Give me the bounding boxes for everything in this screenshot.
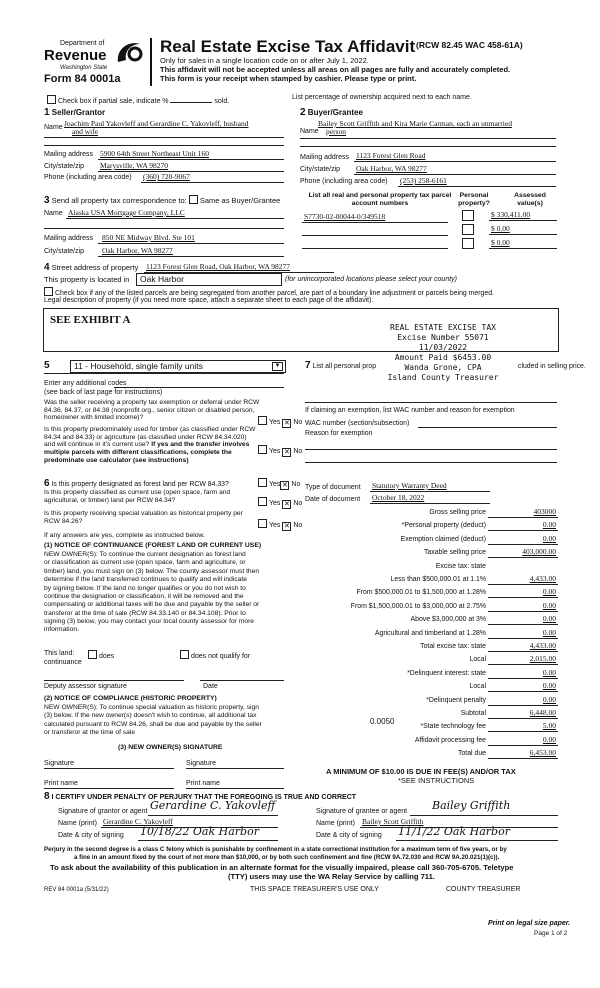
treasurer-stamp: REAL ESTATE EXCISE TAX Excise Number 55071 11/03/2022 Amount Paid $6453.00 Wanda Grone, CPA Island County Treasurer <box>387 323 499 382</box>
calc-value[interactable]: 0.00 <box>542 681 556 691</box>
treasurer-space-label: THIS SPACE TREASURER'S USE ONLY <box>250 886 379 893</box>
section3-mail-label: Mailing address <box>44 235 94 242</box>
continuance-text-line: determine if the land transferred continues to qualify and will indicate <box>44 576 247 584</box>
location-select[interactable]: Oak Harbor <box>136 273 282 286</box>
local-rate: 0.0050 <box>370 717 395 726</box>
page-number: Page 1 of 2 <box>534 930 568 937</box>
section3-name-label: Name <box>44 210 63 217</box>
q2-yes-checkbox[interactable] <box>258 445 267 454</box>
assessed-value-1[interactable]: $ 330,411.00 <box>491 210 531 219</box>
use-code-select[interactable]: 11 - Household, single family units ▼ <box>70 360 286 373</box>
rev-label: REV 84 0001a (5/31/22) <box>44 887 109 893</box>
grantee-date-label: Date & city of signing <box>316 832 382 839</box>
calc-row <box>300 748 558 761</box>
calc-value[interactable]: 0.00 <box>542 587 556 597</box>
assessed-value-2[interactable]: $ 0.00 <box>491 224 510 233</box>
doc-date-label: Date of document <box>305 496 361 503</box>
doc-type-label: Type of document <box>305 484 361 491</box>
does-checkbox[interactable] <box>88 650 97 659</box>
calc-row <box>300 520 558 533</box>
deputy-date-label: Date <box>203 683 218 690</box>
partial-sale-checkbox[interactable] <box>47 95 56 104</box>
grantor-name[interactable]: Gerardine C. Yakovleff <box>103 817 173 826</box>
calc-value[interactable]: 403,000.00 <box>522 547 556 557</box>
this-land-label: This land: <box>44 650 75 657</box>
q1-yes-checkbox[interactable] <box>258 416 267 425</box>
calc-label: Gross selling price <box>429 509 486 516</box>
buyer-phone[interactable]: (253) 258-6161 <box>400 176 447 185</box>
compliance-text-line: (3) below. If the new owner(s) doesn't wish to continue, all additional tax <box>44 712 257 720</box>
minimum-note: A MINIMUM OF $10.00 IS DUE IN FEE(S) AND/OR TAX <box>326 767 516 776</box>
calc-label: *Delinquent penalty <box>426 696 486 704</box>
continuance-text-line: signing (3) below, you may contact your local county assessor for more <box>44 618 255 625</box>
seller-city[interactable]: Marysville, WA 98270 <box>100 161 168 170</box>
doc-type[interactable]: Statutory Warranty Deed <box>372 481 447 490</box>
partial-sale-label: Check box if partial sale, indicate % <box>58 98 169 105</box>
calc-label: Total excise tax: state <box>420 643 486 650</box>
continuance-text <box>44 551 259 635</box>
calc-row <box>300 681 558 694</box>
buyer-city[interactable]: Oak Harbor, WA 98277 <box>356 164 427 173</box>
header-sub1: Only for sales in a single location code on or after July 1, 2022. <box>160 56 369 65</box>
q2-no-checkbox[interactable]: ✕ <box>283 449 290 456</box>
legal-size-note: Print on legal size paper. <box>488 920 571 927</box>
additional-codes-note: (see back of last page for instructions) <box>44 389 163 396</box>
seller-mail[interactable]: 5900 64th Street Northeast Unit 160 <box>100 149 209 158</box>
partial-sold-label: sold. <box>214 98 230 105</box>
form-rcw: (RCW 82.45 WAC 458-61A) <box>416 40 523 50</box>
calc-label: From $1,500,000.01 to $3,000,000 at 2.75% <box>350 602 486 610</box>
calc-label: Subtotal <box>460 710 486 717</box>
calc-label: Local <box>469 656 486 664</box>
calc-label: From $500,000.01 to $1,500,000 at 1.28% <box>356 589 486 597</box>
section3-name[interactable]: Alaska USA Mortgage Company, LLC <box>68 208 185 217</box>
calc-row <box>300 534 558 547</box>
new-owner-print-label-1: Print name <box>44 780 78 787</box>
grantee-date-city[interactable]: 11/1/22 Oak Harbor <box>398 825 510 838</box>
calc-row <box>300 641 558 654</box>
buyer-mail-label: Mailing address <box>300 154 350 161</box>
header-divider <box>150 38 152 86</box>
calc-row <box>300 561 558 574</box>
calc-label: Less than $500,000.01 at 1.1% <box>390 576 486 583</box>
seller-mail-label: Mailing address <box>44 151 94 158</box>
continuance-text-line: continue the designation or classification, it will be removed and the <box>44 592 244 600</box>
continuance-text-line: NEW OWNER(S): To continue the current designation as forest land <box>44 551 246 558</box>
buyer-name-2[interactable]: person <box>326 127 346 136</box>
grantee-name-label: Name (print) <box>316 820 355 827</box>
seller-name-2[interactable]: and wife <box>72 127 99 136</box>
historic-yes-checkbox[interactable] <box>258 519 267 528</box>
seller-phone[interactable]: (360) 720-9067 <box>143 172 190 181</box>
does-row: does <box>88 650 114 661</box>
same-as-buyer-label: Same as Buyer/Grantee <box>199 196 281 205</box>
calc-row <box>300 628 558 641</box>
section6-q3-answer: Yes ✕ No <box>258 519 302 531</box>
section3-city-label: City/state/zip <box>44 248 85 255</box>
grantor-date-city[interactable]: 10/18/22 Oak Harbor <box>140 825 259 838</box>
segregated-row: Check box if any of the listed parcels are being segregated from another parcel, are part of a boundary line adjustment or parcels being merged. <box>44 287 494 298</box>
section6-q1: 6 Is this property designated as forest land per RCW 84.33? <box>44 478 229 489</box>
grantee-sig-label: Signature of grantee or agent <box>316 808 408 815</box>
current-use-yes-checkbox[interactable] <box>258 497 267 506</box>
calc-label: Exemption claimed (deduct) <box>400 535 486 543</box>
grantee-signature[interactable]: Bailey Griffith <box>432 799 511 812</box>
perjury-line-1: Perjury in the second degree is a class C felony which is punishable by confinement in a state correctional institution for a maximum term of five years, or by <box>44 846 507 853</box>
calc-row <box>300 587 558 600</box>
new-owner-signature-label-1: Signature <box>44 760 74 767</box>
buyer-name-label: Name <box>300 128 319 135</box>
calc-label: *State technology fee <box>420 723 486 731</box>
personal-property-checkbox-3[interactable] <box>462 238 474 249</box>
partial-sale-row <box>47 95 229 106</box>
wac-label: WAC number (section/subsection) <box>305 420 410 427</box>
section6-q2: Is this property classified as current use (open space, farm and agricultural, or timber) land per RCW 84.34? <box>44 489 231 504</box>
calc-row <box>300 695 558 708</box>
exempt-label: If claiming an exemption, list WAC number and reason for exemption <box>305 407 515 414</box>
compliance-text-line: NEW OWNER(S): To continue special valuation as historic property, sign <box>44 704 259 711</box>
additional-codes-label: Enter any additional codes <box>44 380 127 387</box>
calc-label: Agricultural and timberland at 1.28% <box>374 629 486 637</box>
seller-heading: 1 Seller/Grantor <box>44 107 106 118</box>
calc-row <box>300 735 558 748</box>
new-owner-print-label-2: Print name <box>186 780 220 787</box>
compliance-text-line: calculated pursuant to RCW 84.26, shall be due and payable by the seller <box>44 720 262 728</box>
calc-value[interactable]: 0.00 <box>542 734 556 744</box>
section5-q2: Is this property predominately used for timber (as classified under RCW 84.34 and 84.33) or agriculture (as classified under RCW 84.34.020) and will continue in it's current use? If yes and the transfer involves multiple parcels with different classifications, complete the predominate use calculator (see instructions) <box>44 426 256 464</box>
calc-value[interactable]: 0.00 <box>542 600 556 610</box>
section3-city[interactable]: Oak Harbor, WA 98277 <box>102 246 173 255</box>
legal-label: Legal description of property (if you need more space, attach a separate sheet to each page of the affidavit). <box>44 297 374 304</box>
parcels-h2: Personal property? <box>458 192 490 207</box>
calc-value[interactable]: 0.00 <box>542 667 556 677</box>
historic-no-checkbox[interactable]: ✕ <box>283 523 290 530</box>
dor-swoosh-icon <box>114 40 146 66</box>
continuance-heading: (1) NOTICE OF CONTINUANCE (FOREST LAND OR CURRENT USE) <box>44 542 262 549</box>
segregated-checkbox[interactable] <box>44 287 53 296</box>
section4-street-row: 4 Street address of property <box>44 262 139 273</box>
section4-label: Street address of property <box>51 263 139 272</box>
grantor-name-label: Name (print) <box>58 820 97 827</box>
section5-q1-answer: Yes ✕ No <box>258 416 302 428</box>
dept-label: Department of <box>60 40 105 47</box>
calc-row <box>300 507 558 520</box>
legal-description-value: SEE EXHIBIT A <box>50 314 131 326</box>
section5-q1: Was the seller receiving a property tax exemption or deferral under RCW 84.36, 84.37, or 84.38 (nonprofit org., senior citizen or disabled person, homeowner with limited income)? <box>44 399 260 422</box>
parcels-h3: Assessed value(s) <box>514 192 546 207</box>
personal-property-checkbox-2[interactable] <box>462 224 474 235</box>
grantee-name[interactable]: Bailey Scott Griffith <box>362 817 424 826</box>
calc-value[interactable]: 0.00 <box>542 614 556 624</box>
current-use-no-checkbox[interactable]: ✕ <box>283 501 290 508</box>
calc-value[interactable]: 0.00 <box>542 520 556 530</box>
calc-row <box>300 721 558 734</box>
calc-row <box>300 668 558 681</box>
form-number: Form 84 0001a <box>44 73 121 85</box>
calc-label: *Delinquent interest: state <box>407 669 486 677</box>
calc-label: Local <box>469 683 486 691</box>
buyer-phone-label: Phone (including area code) <box>300 178 388 185</box>
perjury-line-2: a fine in an amount fixed by the court of not more than $10,000, or by both such confinement and fine (RCW 9A.72.030 and RCW 9A.20.021(1)(c)). <box>74 854 500 861</box>
chevron-down-icon: ▼ <box>272 362 283 371</box>
calc-label: Taxable selling price <box>423 549 486 557</box>
accessibility-line-1: To ask about the availability of this publication in an alternate format for the visually impaired, please call 360-705-6705. Teletype <box>50 863 514 872</box>
same-as-buyer-checkbox[interactable] <box>189 195 198 204</box>
header-sub3: This form is your receipt when stamped by cashier. Please type or print. <box>160 74 417 83</box>
form-title: Real Estate Excise Tax Affidavit <box>160 37 416 56</box>
continuance-text-line: timber) land, you must sign on (3) below. The county assessor must then <box>44 567 260 575</box>
section5-q2-answer: Yes ✕ No <box>258 445 302 457</box>
accessibility-line-2: (TTY) users may use the WA Relay Service by calling 711. <box>228 872 435 881</box>
compliance-text-line: or transferor at the time of sale <box>44 729 136 737</box>
doc-date[interactable]: October 18, 2022 <box>372 493 425 502</box>
see-instructions: *SEE INSTRUCTIONS <box>398 776 475 785</box>
calc-label: Affidavit processing fee <box>414 736 486 744</box>
assessed-value-3[interactable]: $ 0.00 <box>491 238 510 247</box>
calc-row <box>300 614 558 627</box>
deputy-label: Deputy assessor signature <box>44 683 127 690</box>
section4-unincorp: (for unincorporated locations please select your county) <box>285 276 457 283</box>
certify-line: 8 I CERTIFY UNDER PENALTY OF PERJURY THAT THE FOREGOING IS TRUE AND CORRECT <box>44 791 357 802</box>
calc-value[interactable]: 4,433.00 <box>529 574 556 583</box>
q1-no-checkbox[interactable]: ✕ <box>283 420 290 427</box>
calc-value[interactable]: 403000 <box>533 507 556 516</box>
seller-city-label: City/state/zip <box>44 163 85 170</box>
calc-label: Total due <box>458 750 486 758</box>
continuance-label: continuance <box>44 659 82 666</box>
forest-no-checkbox[interactable]: ✕ <box>281 482 288 489</box>
section4-located-label: This property is located in <box>44 275 130 284</box>
section6-q3: Is this property receiving special valuation as historical property per RCW 84.26? <box>44 510 243 525</box>
calc-row <box>300 708 558 721</box>
county-treasurer-label: COUNTY TREASURER <box>446 886 521 893</box>
calc-value[interactable]: 6,453.00 <box>529 748 556 758</box>
state-label: Washington State <box>60 65 108 71</box>
seller-name-1[interactable]: Joachim Paul Yakovleff and Gerardine C. Yakovleff, husband <box>64 119 249 128</box>
continuance-text-line: information. <box>44 626 79 634</box>
buyer-heading: 2 Buyer/Grantee <box>300 107 363 118</box>
seller-name-label: Name <box>44 124 63 131</box>
forest-yes-checkbox[interactable] <box>258 478 267 487</box>
buyer-name-1[interactable]: Bailey Scott Griffith and Kira Marie Carman, each an unmarried <box>318 119 512 128</box>
agency-label: Revenue <box>44 47 107 64</box>
section3-label: Send all property tax correspondence to: <box>51 196 187 205</box>
section5-number: 5 <box>44 360 50 371</box>
section3-mail[interactable]: 850 NE Midway Blvd. Ste 101 <box>102 233 195 242</box>
continuance-text-line: transferor at the time of sale (RCW 84.33.140 or 84.34.108). Prior to <box>44 609 246 617</box>
section4-address[interactable]: 1123 Forest Glen Road, Oak Harbor, WA 98277 <box>146 262 291 271</box>
section6-note: If any answers are yes, complete as instructed below. <box>44 532 205 539</box>
calc-value[interactable]: 0.00 <box>542 533 556 543</box>
section7-label: 7 List all personal prop <box>305 360 377 371</box>
calc-label: Excise tax: state <box>435 562 486 570</box>
new-owner-sig-heading: (3) NEW OWNER(S) SIGNATURE <box>118 744 223 751</box>
does-not-checkbox[interactable] <box>180 650 189 659</box>
ownership-note: List percentage of ownership acquired next to each name. <box>292 94 472 101</box>
continuance-text-line: compensating or additional taxes will be due and payable by the seller or <box>44 601 260 609</box>
calc-row <box>300 601 558 614</box>
calc-row <box>300 654 558 667</box>
calc-value[interactable]: 6,448.00 <box>529 708 556 717</box>
header-sub2: This affidavit will not be accepted unless all areas on all pages are fully and accurately completed. <box>160 65 511 74</box>
parcels-h1: List all real and personal property tax parcel account numbers <box>308 192 452 207</box>
parcel-1[interactable]: S7730-02-00044-0/349518 <box>304 212 386 221</box>
calc-value[interactable]: 5.00 <box>542 721 556 731</box>
section6-q2-answer: Yes ✕ No <box>258 497 302 509</box>
calc-value[interactable]: 2,015.00 <box>529 654 556 664</box>
calc-value[interactable]: 0.00 <box>542 694 556 704</box>
section6-q1-answer: Yes ✕ No <box>258 478 300 490</box>
calc-label: *Personal property (deduct) <box>401 522 486 530</box>
calc-table <box>300 507 558 769</box>
calc-row <box>300 547 558 560</box>
calc-value[interactable]: 4,433.00 <box>529 641 556 650</box>
compliance-text <box>44 704 262 738</box>
reason-label: Reason for exemption <box>305 430 373 437</box>
section3-row: 3 Send all property tax correspondence to: Same as Buyer/Grantee <box>44 195 281 206</box>
calc-value[interactable]: 0.00 <box>542 627 556 637</box>
does-not-row: does not qualify for <box>180 650 250 661</box>
buyer-mail[interactable]: 1123 Forest Glen Road <box>356 151 426 160</box>
grantor-date-label: Date & city of signing <box>58 832 124 839</box>
section7-label-end: cluded in selling price. <box>518 363 586 370</box>
continuance-text-line: by signing below. If the land no longer qualifies or you do not wish to <box>44 584 246 592</box>
seller-phone-label: Phone (including area code) <box>44 174 132 181</box>
buyer-city-label: City/state/zip <box>300 166 341 173</box>
compliance-heading: (2) NOTICE OF COMPLIANCE (HISTORIC PROPERTY) <box>44 695 217 702</box>
new-owner-signature-label-2: Signature <box>186 760 216 767</box>
grantor-signature[interactable]: Gerardine C. Yakovleff <box>150 799 276 812</box>
calc-row <box>300 574 558 587</box>
personal-property-checkbox-1[interactable] <box>462 210 474 221</box>
continuance-text-line: or classification as current use (open space, farm and agriculture, or <box>44 559 246 567</box>
calc-label: Above $3,000,000 at 3% <box>410 616 486 624</box>
grantor-sig-label: Signature of grantor or agent <box>58 808 148 815</box>
